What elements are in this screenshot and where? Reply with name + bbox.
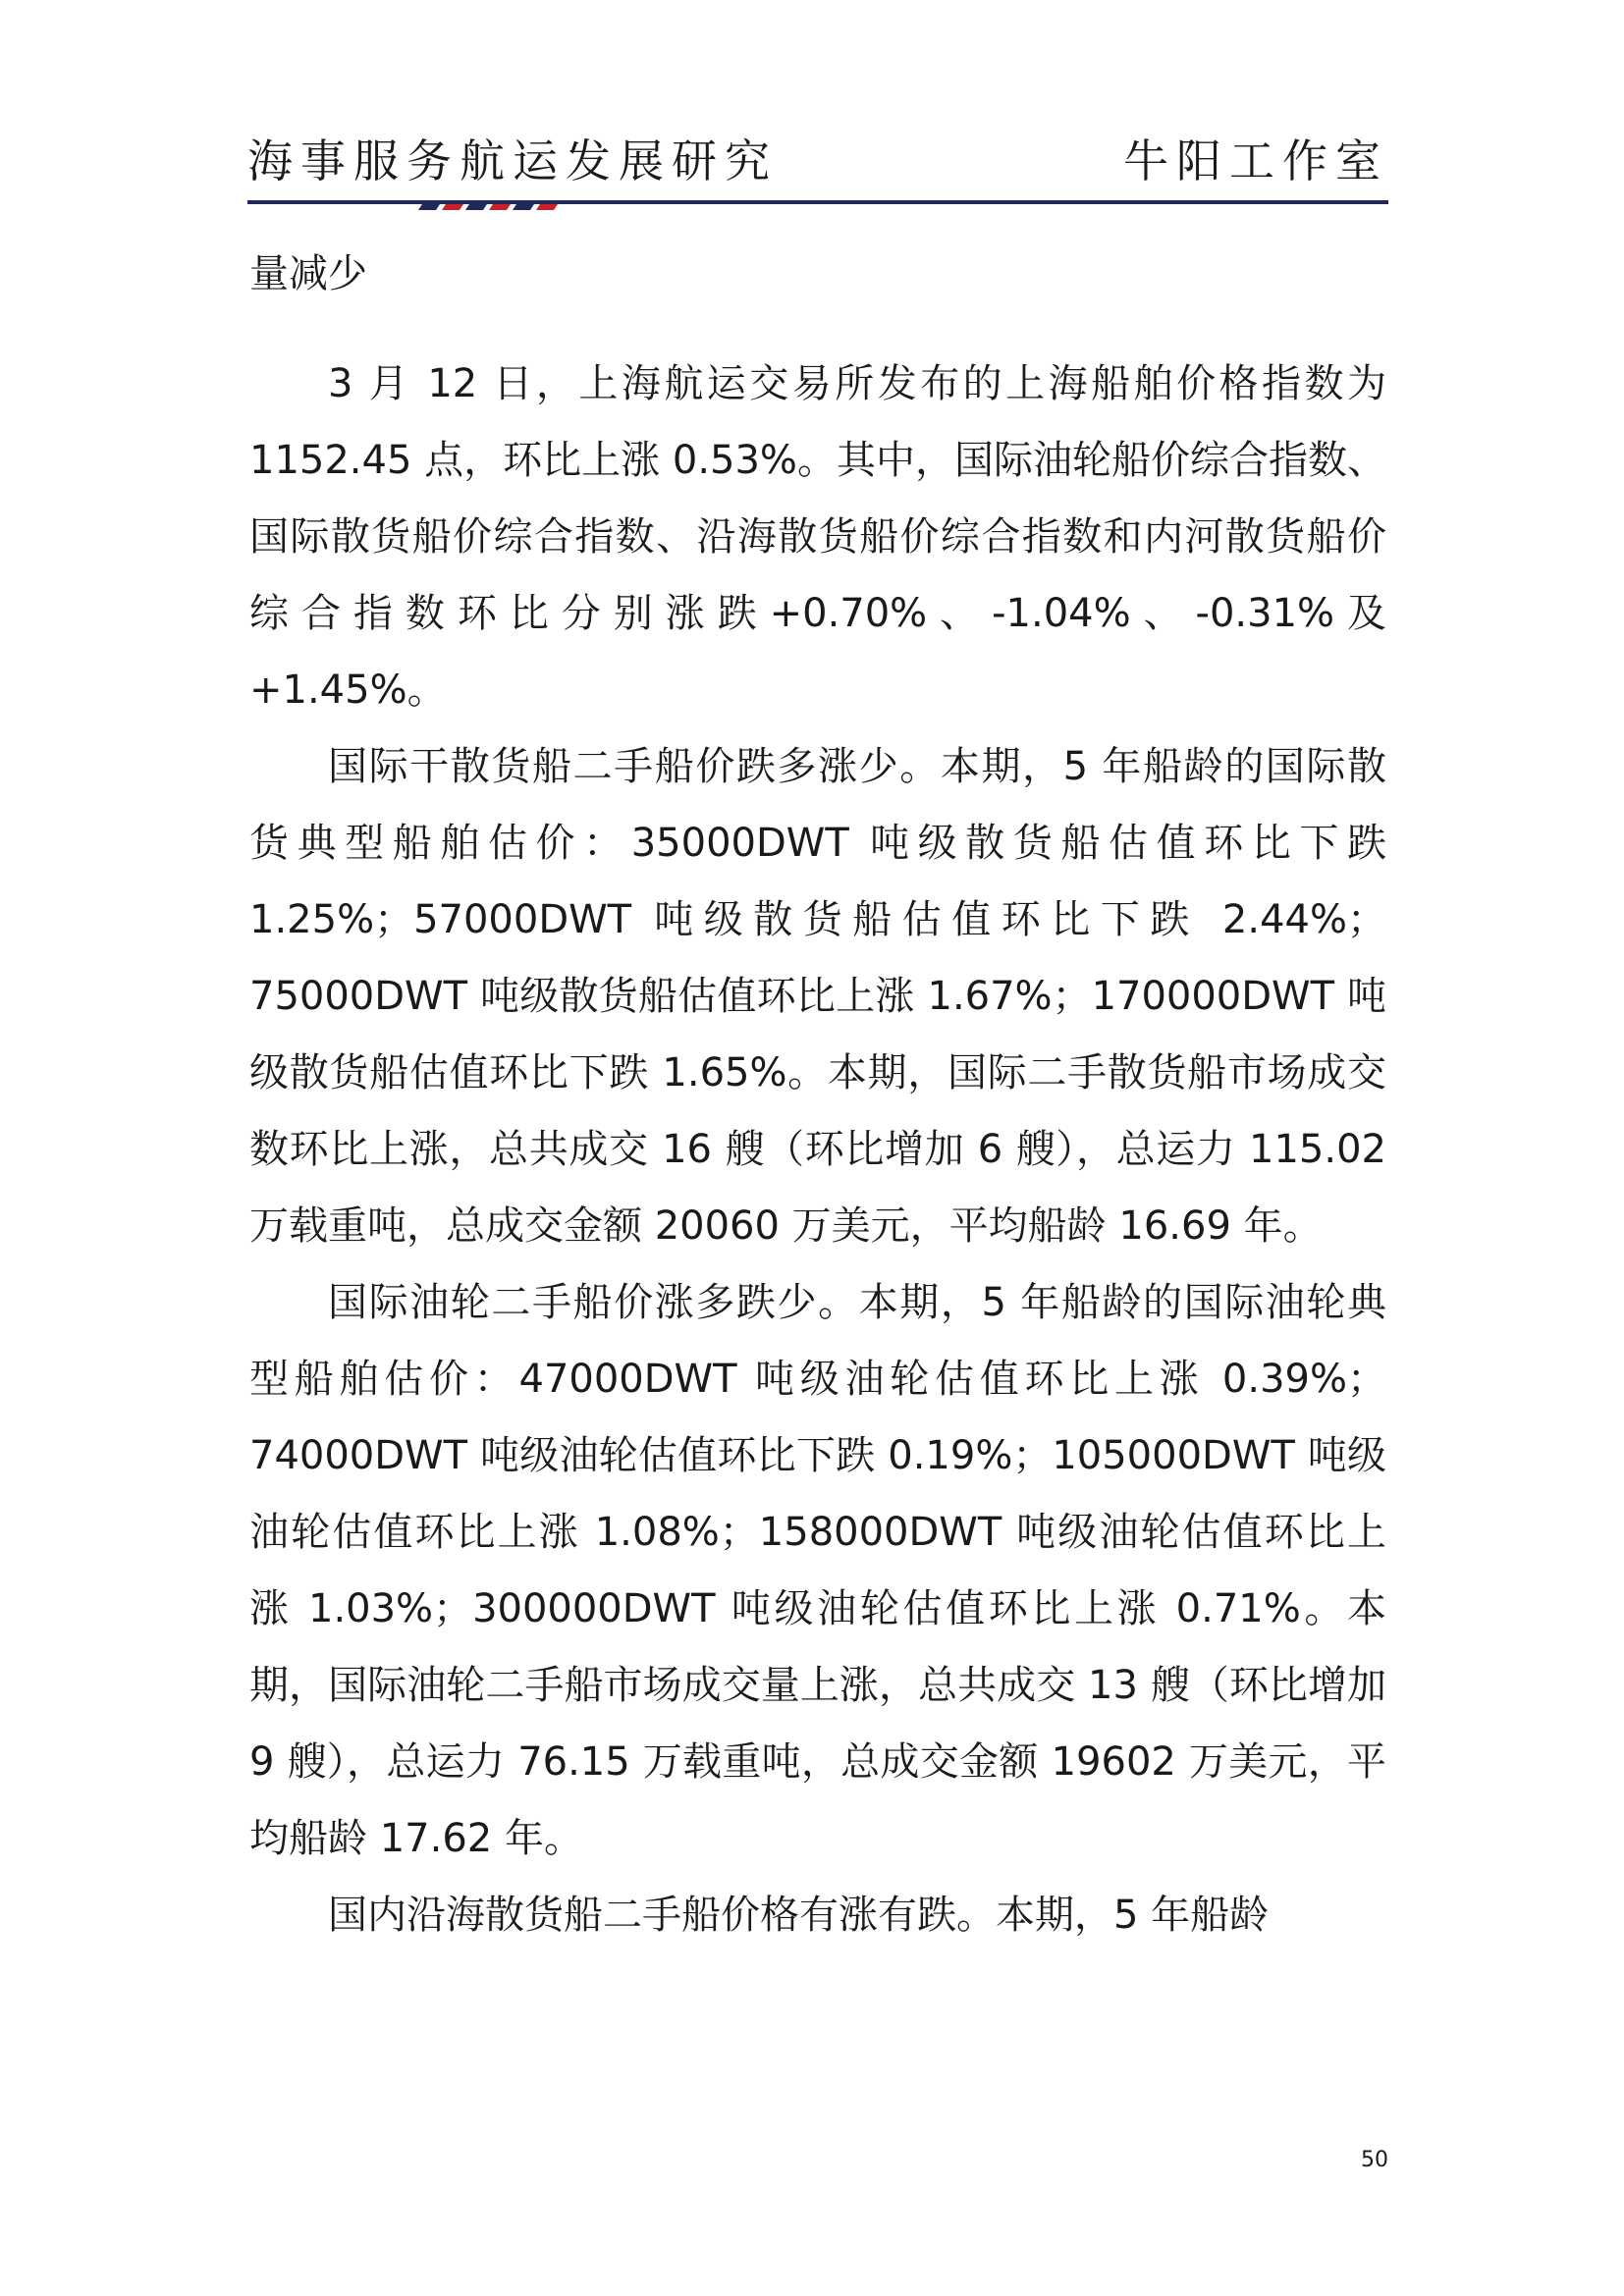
header-title: 海事服务航运发展研究 (247, 134, 778, 187)
paragraph-tanker: 国际油轮二手船价涨多跌少。本期，5 年船龄的国际油轮典型船舶估价：47000DWT 吨级油轮估值环比上涨 0.39%；74000DWT 吨级油轮估值环比下跌 0.19%；105000DWT 吨级油轮估值环比上涨 1.08%；158000DWT 吨级油轮估值环比上涨 1.03%；300000DWT 吨级油轮估值环比上涨 0.71%。本期，国际油轮二手船市场成交量上涨，总共成交 13 艘（环比增加 9 艘），总运力 76.15 万载重吨，总成交金额 19602 万美元，平均船龄 17.62 年。 (249, 1280, 1386, 1861)
header-divider-graphic (247, 198, 1388, 210)
header-studio-name: 牛阳工作室 (1123, 134, 1388, 187)
body-text (249, 236, 1386, 1953)
page-number: 50 (1361, 2148, 1388, 2172)
paragraph-coastal-bulk: 国内沿海散货船二手船价格有涨有跌。本期，5 年船龄 (328, 1893, 1270, 1938)
paragraph-dry-bulk: 国际干散货船二手船价跌多涨少。本期，5 年船龄的国际散货典型船舶估价：35000DWT 吨级散货船估值环比下跌 1.25%；57000DWT 吨级散货船估值环比下跌 2.44%；75000DWT 吨级散货船估值环比上涨 1.67%；170000DWT 吨级散货船估值环比下跌 1.65%。本期，国际二手散货船市场成交数环比上涨，总共成交 16 艘（环比增加 6 艘），总运力 115.02 万载重吨，总成交金额 20060 万美元，平均船龄 16.69 年。 (249, 744, 1386, 1249)
divider-stripe (442, 204, 463, 210)
divider-stripe (418, 204, 440, 210)
divider-navy-line (247, 200, 1388, 204)
page-header (247, 126, 1388, 190)
paragraph-price-index: 3 月 12 日，上海航运交易所发布的上海船舶价格指数为 1152.45 点，环比上涨 0.53%。其中，国际油轮船价综合指数、国际散货船价综合指数、沿海散货船价综合指数和内河散货船价综合指数环比分别涨跌+0.70%、-1.04%、-0.31%及+1.45%。 (249, 361, 1386, 713)
paragraph-continuation: 量减少 (249, 251, 367, 296)
divider-stripe (489, 204, 511, 210)
divider-stripe (465, 204, 487, 210)
divider-stripe (536, 204, 558, 210)
divider-stripe (513, 204, 534, 210)
header-divider (247, 198, 1388, 210)
